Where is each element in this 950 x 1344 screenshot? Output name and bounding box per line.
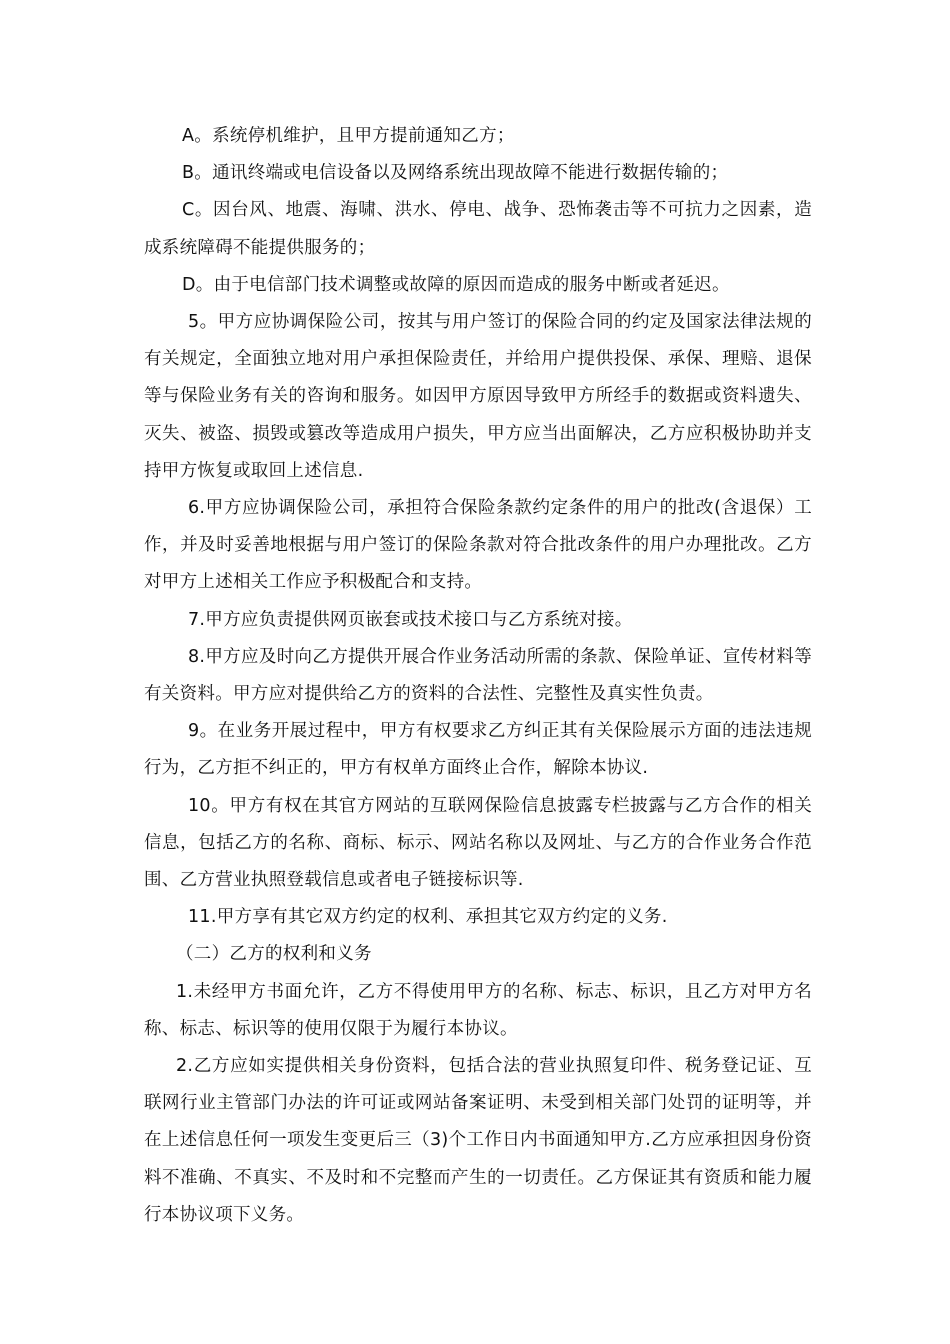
clause-7: 7.甲方应负责提供网页嵌套或技术接口与乙方系统对接。 — [188, 609, 633, 630]
clause-5: 5。甲方应协调保险公司，按其与用户签订的保险合同的约定及国家法律法规的有关规定，全面独立地对用户承担保险责任，并给用户提供投保、承保、理赔、退保等与保险业务有关的咨询和服务。如因甲方原因导致甲方所经手的数据或资料遗失、灭失、被盗、损毁或篡改等造成用户损失，甲方应当出面解决，乙方应积极协助并支持甲方恢复或取回上述信息. — [144, 312, 812, 481]
clause-10: 10。甲方有权在其官方网站的互联网保险信息披露专栏披露与乙方合作的相关信息，包括乙方的名称、商标、标示、网站名称以及网址、与乙方的合作业务合作范围、乙方营业执照登载信息或者电子链接标识等. — [144, 795, 812, 891]
document-body — [144, 118, 812, 1234]
clause-b-1: 1.未经甲方书面允许，乙方不得使用甲方的名称、标志、标识，且乙方对甲方名称、标志、标识等的使用仅限于为履行本协议。 — [144, 981, 812, 1039]
clause-b: B。通讯终端或电信设备以及网络系统出现故障不能进行数据传输的； — [182, 163, 729, 184]
clause-c: C。因台风、地震、海啸、洪水、停电、战争、恐怖袭击等不可抗力之因素，造成系统障碍不能提供服务的； — [144, 200, 812, 258]
clause-11: 11.甲方享有其它双方约定的权利、承担其它双方约定的义务. — [188, 907, 668, 928]
clause-8: 8.甲方应及时向乙方提供开展合作业务活动所需的条款、保险单证、宣传材料等有关资料。甲方应对提供给乙方的资料的合法性、完整性及真实性负责。 — [144, 646, 812, 705]
section-heading-party-b: （二）乙方的权利和义务 — [176, 944, 372, 965]
clause-6: 6.甲方应协调保险公司，承担符合保险条款约定条件的用户的批改(含退保）工作，并及时妥善地根据与用户签订的保险条款对符合批改条件的用户办理批改。乙方对甲方上述相关工作应予积极配合和支持。 — [144, 498, 812, 593]
clause-9: 9。在业务开展过程中，甲方有权要求乙方纠正其有关保险展示方面的违法违规行为，乙方拒不纠正的，甲方有权单方面终止合作，解除本协议. — [144, 721, 812, 779]
clause-d: D。由于电信部门技术调整或故障的原因而造成的服务中断或者延迟。 — [182, 274, 730, 295]
clause-a: A。系统停机维护，且甲方提前通知乙方； — [182, 126, 515, 146]
clause-b-2: 2.乙方应如实提供相关身份资料，包括合法的营业执照复印件、税务登记证、互联网行业主管部门办法的许可证或网站备案证明、未受到相关部门处罚的证明等，并在上述信息任何一项发生变更后三（3)个工作日内书面通知甲方.乙方应承担因身份资料不准确、不真实、不及时和不完整而产生的一切责任。乙方保证其有资质和能力履行本协议项下义务。 — [144, 1056, 812, 1225]
